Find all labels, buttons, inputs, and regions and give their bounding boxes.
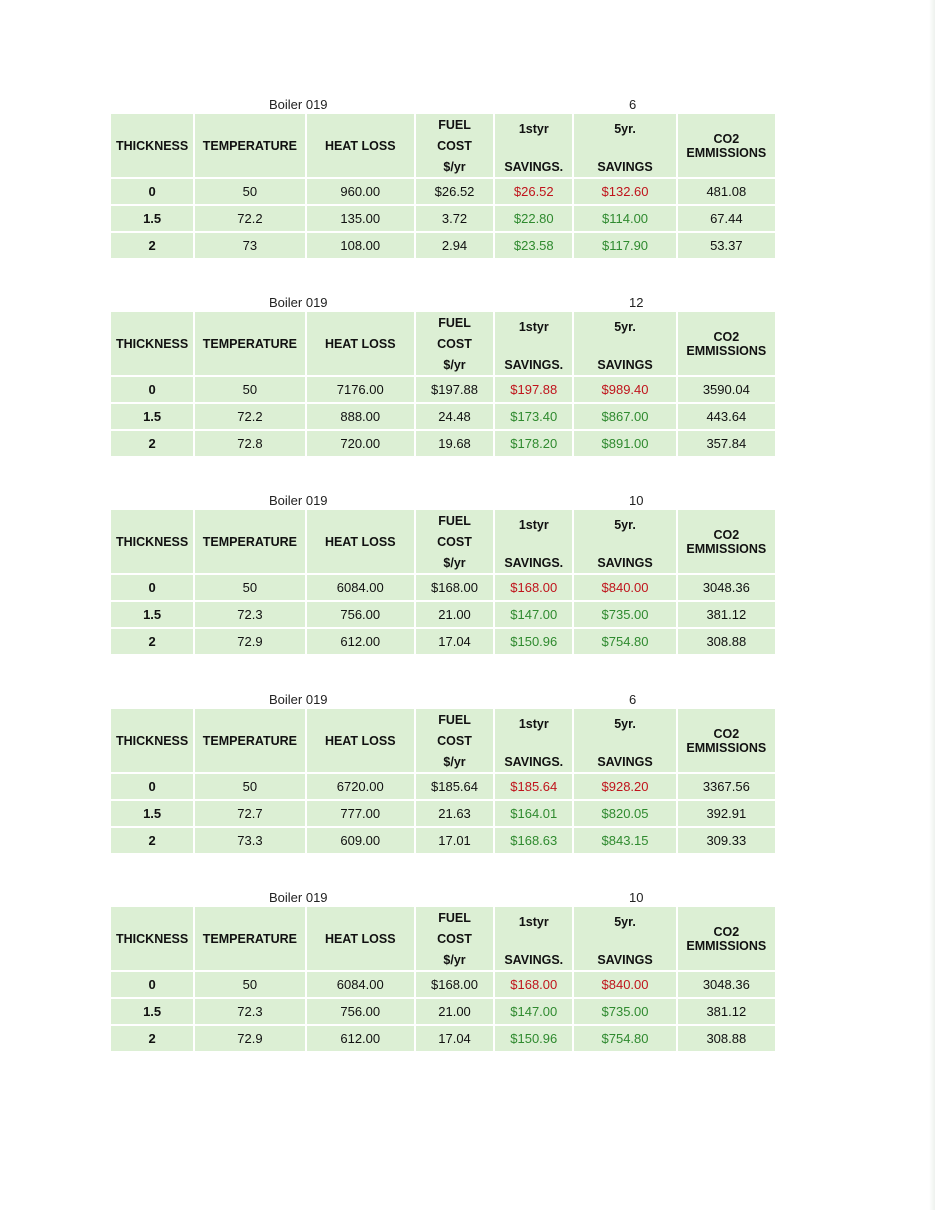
header-five-year-line2: SAVINGS [597, 555, 653, 570]
cell-five-year-savings: $114.00 [574, 206, 675, 231]
header-co2-emissions [678, 709, 775, 772]
cell-fuel-cost: 21.00 [416, 602, 493, 627]
cell-heat-loss: 756.00 [307, 602, 414, 627]
header-five-year-line1: 5yr. [614, 319, 636, 334]
cell-five-year-savings: $117.90 [574, 233, 675, 258]
cell-co2-emissions: 53.37 [678, 233, 775, 258]
header-fuel-cost-line3: $/yr [443, 555, 466, 570]
table-row [111, 575, 775, 600]
cell-temperature: 72.9 [195, 1026, 304, 1051]
header-co2-line1: CO2 [713, 924, 740, 939]
header-heat-loss: HEAT LOSS [307, 312, 414, 375]
header-first-year-savings [495, 114, 572, 177]
insulation-table [109, 508, 777, 656]
cell-heat-loss: 756.00 [307, 999, 414, 1024]
header-five-year-line1: 5yr. [614, 914, 636, 929]
cell-fuel-cost: 2.94 [416, 233, 493, 258]
cell-first-year-savings: $185.64 [495, 774, 572, 799]
header-fuel-cost-line2: COST [437, 336, 472, 351]
insulation-table [109, 905, 777, 1053]
header-first-year-line1: 1styr [518, 716, 549, 731]
cell-first-year-savings: $197.88 [495, 377, 572, 402]
header-first-year-savings [495, 907, 572, 970]
header-five-year-line2: SAVINGS [597, 754, 653, 769]
cell-thickness: 2 [111, 828, 193, 853]
cell-temperature: 72.8 [195, 431, 304, 456]
cell-thickness: 0 [111, 575, 193, 600]
cell-fuel-cost: $185.64 [416, 774, 493, 799]
cell-heat-loss: 720.00 [307, 431, 414, 456]
cell-first-year-savings: $164.01 [495, 801, 572, 826]
cell-temperature: 72.3 [195, 602, 304, 627]
cell-heat-loss: 612.00 [307, 629, 414, 654]
header-temperature: TEMPERATURE [195, 312, 304, 375]
header-five-year-line2: SAVINGS [597, 159, 653, 174]
cell-co2-emissions: 481.08 [678, 179, 775, 204]
cell-fuel-cost: $168.00 [416, 972, 493, 997]
cell-heat-loss: 6720.00 [307, 774, 414, 799]
cell-co2-emissions: 3590.04 [678, 377, 775, 402]
header-first-year-line1: 1styr [518, 319, 549, 334]
cell-thickness: 0 [111, 377, 193, 402]
header-co2-line2: EMMISSIONS [686, 740, 767, 755]
header-co2-emissions [678, 510, 775, 573]
cell-temperature: 73.3 [195, 828, 304, 853]
cell-temperature: 73 [195, 233, 304, 258]
header-fuel-cost [416, 510, 493, 573]
header-co2-line1: CO2 [713, 329, 740, 344]
cell-five-year-savings: $735.00 [574, 999, 675, 1024]
header-fuel-cost [416, 312, 493, 375]
header-co2-emissions [678, 114, 775, 177]
header-fuel-cost-line2: COST [437, 138, 472, 153]
cell-co2-emissions: 308.88 [678, 1026, 775, 1051]
header-fuel-cost-line2: COST [437, 931, 472, 946]
cell-five-year-savings: $891.00 [574, 431, 675, 456]
header-fuel-cost-line1: FUEL [438, 910, 471, 925]
insulation-table [109, 112, 777, 260]
cell-first-year-savings: $168.00 [495, 575, 572, 600]
header-heat-loss: HEAT LOSS [307, 907, 414, 970]
header-fuel-cost-line1: FUEL [438, 315, 471, 330]
header-first-year-line2: SAVINGS. [504, 357, 564, 372]
cell-temperature: 50 [195, 575, 304, 600]
header-row [111, 907, 775, 970]
header-first-year-line1: 1styr [518, 914, 549, 929]
cell-first-year-savings: $147.00 [495, 999, 572, 1024]
header-fuel-cost-line2: COST [437, 534, 472, 549]
table-row [111, 431, 775, 456]
cell-five-year-savings: $840.00 [574, 575, 675, 600]
header-temperature: TEMPERATURE [195, 114, 304, 177]
header-co2-line2: EMMISSIONS [686, 343, 767, 358]
header-row [111, 312, 775, 375]
header-five-year-line1: 5yr. [614, 517, 636, 532]
table-row [111, 377, 775, 402]
cell-heat-loss: 960.00 [307, 179, 414, 204]
cell-heat-loss: 609.00 [307, 828, 414, 853]
cell-thickness: 2 [111, 233, 193, 258]
header-co2-line2: EMMISSIONS [686, 145, 767, 160]
header-five-year-line2: SAVINGS [597, 952, 653, 967]
header-row [111, 114, 775, 177]
cell-co2-emissions: 308.88 [678, 629, 775, 654]
header-first-year-line2: SAVINGS. [504, 159, 564, 174]
header-five-year-line1: 5yr. [614, 121, 636, 136]
cell-fuel-cost: 24.48 [416, 404, 493, 429]
cell-five-year-savings: $754.80 [574, 629, 675, 654]
cell-temperature: 72.7 [195, 801, 304, 826]
insulation-table [109, 707, 777, 855]
header-five-year-savings [574, 709, 675, 772]
header-fuel-cost-line3: $/yr [443, 952, 466, 967]
cell-thickness: 1.5 [111, 602, 193, 627]
cell-fuel-cost: $197.88 [416, 377, 493, 402]
cell-heat-loss: 6084.00 [307, 972, 414, 997]
cell-fuel-cost: 19.68 [416, 431, 493, 456]
header-co2-line2: EMMISSIONS [686, 938, 767, 953]
header-row [111, 709, 775, 772]
cell-five-year-savings: $132.60 [574, 179, 675, 204]
header-temperature: TEMPERATURE [195, 709, 304, 772]
header-thickness: THICKNESS [111, 907, 193, 970]
cell-temperature: 50 [195, 972, 304, 997]
header-fuel-cost-line2: COST [437, 733, 472, 748]
header-fuel-cost-line3: $/yr [443, 159, 466, 174]
cell-five-year-savings: $840.00 [574, 972, 675, 997]
boiler-number: 10 [629, 890, 644, 905]
boiler-label: Boiler 019 [269, 97, 328, 112]
cell-co2-emissions: 357.84 [678, 431, 775, 456]
boiler-label: Boiler 019 [269, 692, 328, 707]
header-fuel-cost [416, 709, 493, 772]
table-row [111, 404, 775, 429]
header-thickness: THICKNESS [111, 312, 193, 375]
cell-temperature: 72.9 [195, 629, 304, 654]
insulation-table [109, 310, 777, 458]
header-first-year-savings [495, 510, 572, 573]
cell-first-year-savings: $168.63 [495, 828, 572, 853]
cell-temperature: 50 [195, 377, 304, 402]
cell-five-year-savings: $754.80 [574, 1026, 675, 1051]
header-row [111, 510, 775, 573]
cell-first-year-savings: $23.58 [495, 233, 572, 258]
cell-thickness: 0 [111, 774, 193, 799]
cell-fuel-cost: 17.01 [416, 828, 493, 853]
header-fuel-cost-line3: $/yr [443, 357, 466, 372]
header-temperature: TEMPERATURE [195, 907, 304, 970]
header-five-year-line1: 5yr. [614, 716, 636, 731]
header-co2-line1: CO2 [713, 131, 740, 146]
cell-fuel-cost: 3.72 [416, 206, 493, 231]
header-temperature: TEMPERATURE [195, 510, 304, 573]
header-co2-line2: EMMISSIONS [686, 541, 767, 556]
cell-co2-emissions: 3048.36 [678, 575, 775, 600]
cell-temperature: 50 [195, 179, 304, 204]
header-heat-loss: HEAT LOSS [307, 114, 414, 177]
table-row [111, 629, 775, 654]
cell-co2-emissions: 3048.36 [678, 972, 775, 997]
cell-first-year-savings: $173.40 [495, 404, 572, 429]
cell-heat-loss: 108.00 [307, 233, 414, 258]
cell-temperature: 72.3 [195, 999, 304, 1024]
boiler-number: 6 [629, 97, 637, 112]
header-co2-line1: CO2 [713, 726, 740, 741]
cell-co2-emissions: 443.64 [678, 404, 775, 429]
cell-first-year-savings: $22.80 [495, 206, 572, 231]
table-row [111, 972, 775, 997]
header-first-year-line1: 1styr [518, 517, 549, 532]
table-row [111, 1026, 775, 1051]
boiler-label: Boiler 019 [269, 493, 328, 508]
header-first-year-line1: 1styr [518, 121, 549, 136]
cell-co2-emissions: 3367.56 [678, 774, 775, 799]
cell-thickness: 0 [111, 972, 193, 997]
header-heat-loss: HEAT LOSS [307, 709, 414, 772]
cell-thickness: 1.5 [111, 404, 193, 429]
page-edge-shadow [929, 0, 935, 1210]
cell-co2-emissions: 392.91 [678, 801, 775, 826]
cell-thickness: 2 [111, 629, 193, 654]
cell-temperature: 72.2 [195, 206, 304, 231]
boiler-number: 10 [629, 493, 644, 508]
cell-first-year-savings: $168.00 [495, 972, 572, 997]
table-row [111, 233, 775, 258]
header-five-year-savings [574, 510, 675, 573]
cell-first-year-savings: $147.00 [495, 602, 572, 627]
header-five-year-savings [574, 907, 675, 970]
cell-fuel-cost: 21.63 [416, 801, 493, 826]
cell-heat-loss: 888.00 [307, 404, 414, 429]
cell-fuel-cost: $26.52 [416, 179, 493, 204]
cell-fuel-cost: 17.04 [416, 629, 493, 654]
header-thickness: THICKNESS [111, 709, 193, 772]
cell-five-year-savings: $820.05 [574, 801, 675, 826]
header-thickness: THICKNESS [111, 510, 193, 573]
cell-first-year-savings: $26.52 [495, 179, 572, 204]
table-row [111, 206, 775, 231]
cell-thickness: 0 [111, 179, 193, 204]
header-fuel-cost-line1: FUEL [438, 712, 471, 727]
cell-co2-emissions: 309.33 [678, 828, 775, 853]
cell-temperature: 72.2 [195, 404, 304, 429]
cell-heat-loss: 612.00 [307, 1026, 414, 1051]
header-first-year-savings [495, 709, 572, 772]
cell-five-year-savings: $928.20 [574, 774, 675, 799]
cell-five-year-savings: $843.15 [574, 828, 675, 853]
cell-five-year-savings: $989.40 [574, 377, 675, 402]
cell-fuel-cost: 21.00 [416, 999, 493, 1024]
boiler-label: Boiler 019 [269, 890, 328, 905]
header-fuel-cost [416, 907, 493, 970]
cell-heat-loss: 7176.00 [307, 377, 414, 402]
cell-first-year-savings: $178.20 [495, 431, 572, 456]
cell-first-year-savings: $150.96 [495, 1026, 572, 1051]
boiler-label: Boiler 019 [269, 295, 328, 310]
boiler-number: 6 [629, 692, 637, 707]
header-co2-emissions [678, 907, 775, 970]
cell-fuel-cost: 17.04 [416, 1026, 493, 1051]
table-row [111, 828, 775, 853]
cell-co2-emissions: 381.12 [678, 999, 775, 1024]
header-heat-loss: HEAT LOSS [307, 510, 414, 573]
header-first-year-savings [495, 312, 572, 375]
boiler-number: 12 [629, 295, 644, 310]
table-row [111, 179, 775, 204]
cell-five-year-savings: $735.00 [574, 602, 675, 627]
cell-thickness: 1.5 [111, 206, 193, 231]
header-fuel-cost [416, 114, 493, 177]
cell-five-year-savings: $867.00 [574, 404, 675, 429]
header-fuel-cost-line1: FUEL [438, 117, 471, 132]
header-five-year-savings [574, 114, 675, 177]
cell-thickness: 1.5 [111, 999, 193, 1024]
cell-thickness: 2 [111, 1026, 193, 1051]
cell-fuel-cost: $168.00 [416, 575, 493, 600]
header-first-year-line2: SAVINGS. [504, 555, 564, 570]
cell-heat-loss: 135.00 [307, 206, 414, 231]
table-row [111, 999, 775, 1024]
cell-first-year-savings: $150.96 [495, 629, 572, 654]
cell-thickness: 1.5 [111, 801, 193, 826]
header-five-year-line2: SAVINGS [597, 357, 653, 372]
table-row [111, 602, 775, 627]
cell-heat-loss: 777.00 [307, 801, 414, 826]
header-thickness: THICKNESS [111, 114, 193, 177]
cell-co2-emissions: 67.44 [678, 206, 775, 231]
header-fuel-cost-line1: FUEL [438, 513, 471, 528]
table-row [111, 801, 775, 826]
cell-temperature: 50 [195, 774, 304, 799]
cell-co2-emissions: 381.12 [678, 602, 775, 627]
header-co2-emissions [678, 312, 775, 375]
header-five-year-savings [574, 312, 675, 375]
header-first-year-line2: SAVINGS. [504, 952, 564, 967]
header-first-year-line2: SAVINGS. [504, 754, 564, 769]
table-row [111, 774, 775, 799]
header-co2-line1: CO2 [713, 527, 740, 542]
header-fuel-cost-line3: $/yr [443, 754, 466, 769]
cell-thickness: 2 [111, 431, 193, 456]
cell-heat-loss: 6084.00 [307, 575, 414, 600]
